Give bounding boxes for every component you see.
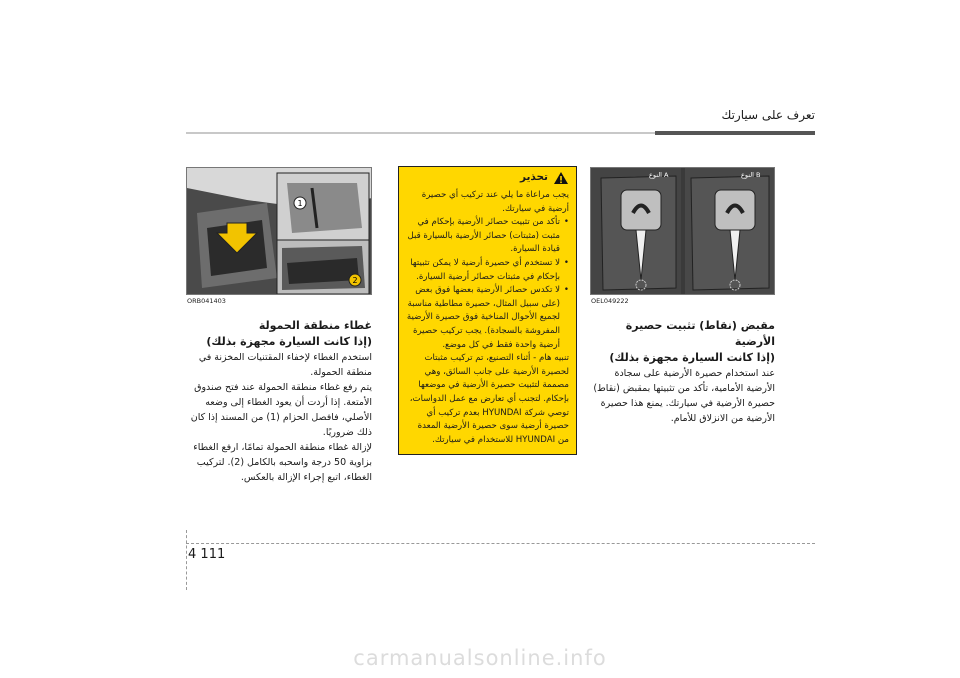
cargo-cover-illustration <box>187 168 372 295</box>
floor-mat-subtitle: (إذا كانت السيارة مجهزة بذلك) <box>609 351 775 364</box>
type-b-label: النوع B <box>741 171 761 179</box>
warning-triangle-icon <box>553 171 569 185</box>
type-a-label: النوع A <box>649 171 669 179</box>
warning-item: • تأكد من تثبيت حصائر الأرضية بإحكام في مثبت (مثبتات) حصائر الأرضية بالسيارة قبل قيادة السيارة. <box>405 216 569 257</box>
callout-2: 2 <box>352 276 358 285</box>
warning-note: تنبيه هام - أثناء التصنيع، تم تركيب مثبتات لحصيرة الأرضية على جانب السائق، وهي مصممة لتثبيت حصيرة الأرضية في موضعها بإحكام. لتجنب أي تعارض مع عمل الدواسات، توصي شركة HYUNDAI بعدم تركيب أي حصيرة أرضية سوى حصيرة الأرضية المعدة من HYUNDAI للاستخدام في سيارتك. <box>409 353 569 445</box>
cargo-cover-paragraph-3: لإزالة غطاء منطقة الحمولة تمامًا، ارفع الغطاء بزاوية 50 درجة واسحبه بالكامل (2). لتركيب الغطاء، اتبع إجراء الإزالة بالعكس. <box>193 442 372 483</box>
floor-mat-title: مقبض (نقاط) تثبيت حصيرة الأرضية <box>625 319 775 348</box>
warning-heading <box>405 171 569 185</box>
warning-heading-text: تحذير <box>519 171 548 184</box>
cargo-cover-paragraph-2: يتم رفع غطاء منطقة الحمولة عند فتح صندوق الأمتعة. إذا أردت أن يعود الغطاء إلى وضعه الأصلي، فافصل الحزام (1) من المسند إذا كان ذلك ضروريًا. <box>190 382 372 438</box>
page-header-title: تعرف على سيارتك <box>721 108 815 122</box>
cargo-cover-photo <box>186 167 372 295</box>
header-accent-bar <box>655 131 815 135</box>
footer-vertical-rule <box>186 530 187 590</box>
floor-mat-anchor-section <box>588 318 775 426</box>
warning-box <box>398 166 577 455</box>
warning-list <box>405 216 569 352</box>
floor-mat-illustration <box>591 168 775 295</box>
watermark: carmanualsonline.info <box>353 646 607 670</box>
floor-mat-paragraph: عند استخدام حصيرة الأرضية على سجادة الأرضية الأمامية، تأكد من تثبيتها بمقبض (نقاط) حصيرة الأرضية في سيارتك. يمنع هذا حصيرة الأرضية من الانزلاق للأمام. <box>593 368 775 424</box>
cargo-cover-paragraph-1: استخدم الغطاء لإخفاء المقتنيات المخزنة في منطقة الحمولة. <box>198 352 372 378</box>
footer-rule <box>186 543 815 544</box>
right-image-code: OEL049222 <box>591 297 629 305</box>
floor-mat-anchor-photo <box>590 167 775 295</box>
warning-intro: يجب مراعاة ما يلي عند تركيب أي حصيرة أرضية في سيارتك. <box>421 190 569 214</box>
cargo-cover-section <box>186 318 372 485</box>
page-number <box>188 547 225 562</box>
cargo-cover-title: غطاء منطقة الحمولة <box>258 319 372 332</box>
chapter-number: 4 <box>188 547 197 562</box>
left-image-code: ORB041403 <box>187 297 226 305</box>
warning-item: • لا تستخدم أي حصيرة أرضية لا يمكن تثبيتها بإحكام في مثبتات حصائر أرضية السيارة. <box>405 257 569 284</box>
cargo-cover-subtitle: (إذا كانت السيارة مجهزة بذلك) <box>206 335 372 348</box>
warning-item: • لا تكدس حصائر الأرضية بعضها فوق بعض (على سبيل المثال، حصيرة مطاطية مناسبة لجميع الأحوال المناخية فوق حصيرة الأرضية المفروشة بالسجادة). يجب تركيب حصيرة أرضية واحدة فقط في كل موضع. <box>405 284 569 352</box>
page-number-value: 111 <box>200 547 226 562</box>
callout-1: 1 <box>297 199 303 208</box>
